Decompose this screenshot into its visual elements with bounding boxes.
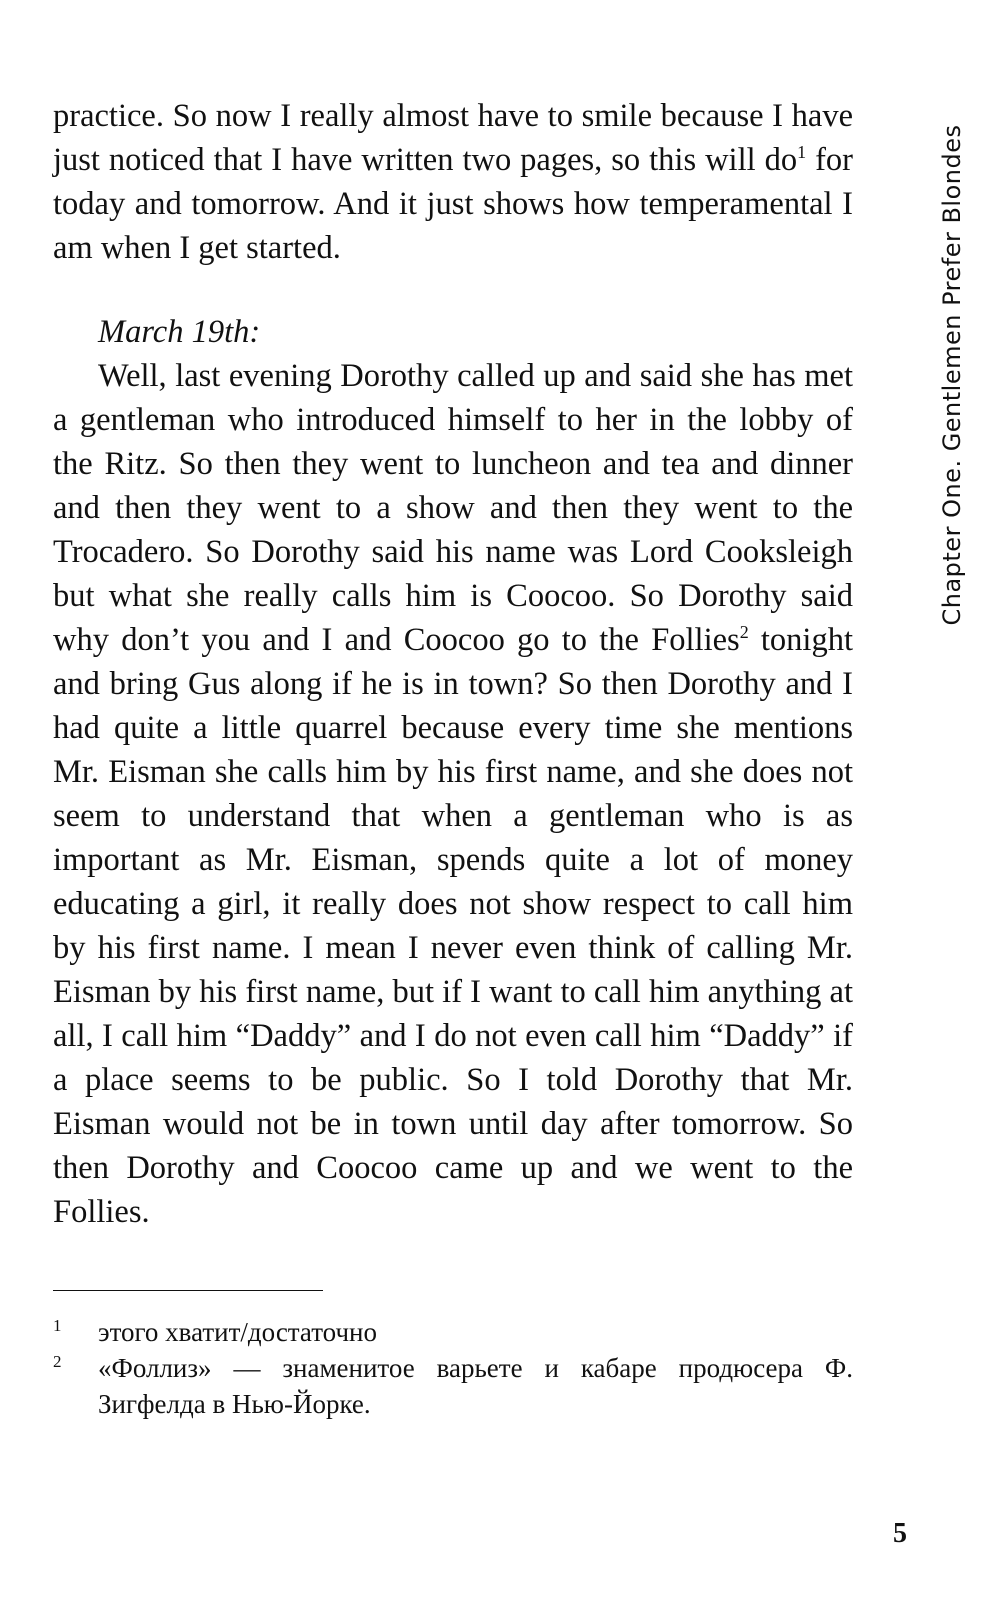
- paragraph-text: practice. So now I really almost have to smile because I have just noticed that I have written two pages, so this will do: [53, 98, 853, 178]
- running-head: Chapter One. Gentlemen Prefer Blondes: [938, 124, 966, 626]
- footnote-reference-2[interactable]: 2: [739, 622, 749, 642]
- date-heading: March 19th:: [98, 314, 261, 350]
- running-head-sidebar: [927, 95, 977, 655]
- paragraph-text: tonight and bring Gus along if he is in town? So then Dorothy and I had quite a little quarrel because every time she mentions Mr. Eisman she calls him by his first name, and she does not seem to understand that when a gentleman who is as important as Mr. Eisman, spends quite a lot of money educating a girl, it really does not show respect to call him by his first name. I mean I never even think of calling Mr. Eisman by his first name, but if I want to call him anything at all, I call him “Daddy” and I do not even call him “Daddy” if a place seems to be public. So I told Dorothy that Mr. Eisman would not be in town until day after tomorrow. So then Dorothy and Coocoo came up and we went to the Follies.: [53, 622, 853, 1230]
- footnote-1: [53, 1314, 853, 1350]
- footnotes: [53, 1314, 853, 1422]
- footnote-mark: 1: [53, 1316, 62, 1335]
- footnote-mark: 2: [53, 1352, 62, 1371]
- paragraph-main: [53, 354, 853, 1234]
- footnote-divider: [53, 1290, 323, 1291]
- page-number: 5: [893, 1518, 907, 1549]
- paragraph-continuation: [53, 94, 853, 270]
- footnote-text: этого хватит/достаточно: [98, 1317, 377, 1347]
- footnote-text: «Фоллиз» — знаменитое варьете и кабаре продюсера Ф. Зигфелда в Нью-Йорке.: [98, 1353, 853, 1419]
- footnote-reference-1[interactable]: 1: [797, 142, 807, 162]
- paragraph-text: Well, last evening Dorothy called up and said she has met a gentleman who introduced himself to her in the lobby of the Ritz. So then they went to luncheon and tea and dinner and then they went to a show and then they went to the Trocadero. So Dorothy said his name was Lord Cooksleigh but what she really calls him is Coocoo. So Dorothy said why don’t you and I and Coocoo go to the Follies: [53, 358, 853, 658]
- paragraph-text: for today and tomorrow. And it just shows how temperamental I am when I get started.: [53, 142, 853, 266]
- footnote-2: [53, 1350, 853, 1422]
- body-text: [53, 94, 853, 1234]
